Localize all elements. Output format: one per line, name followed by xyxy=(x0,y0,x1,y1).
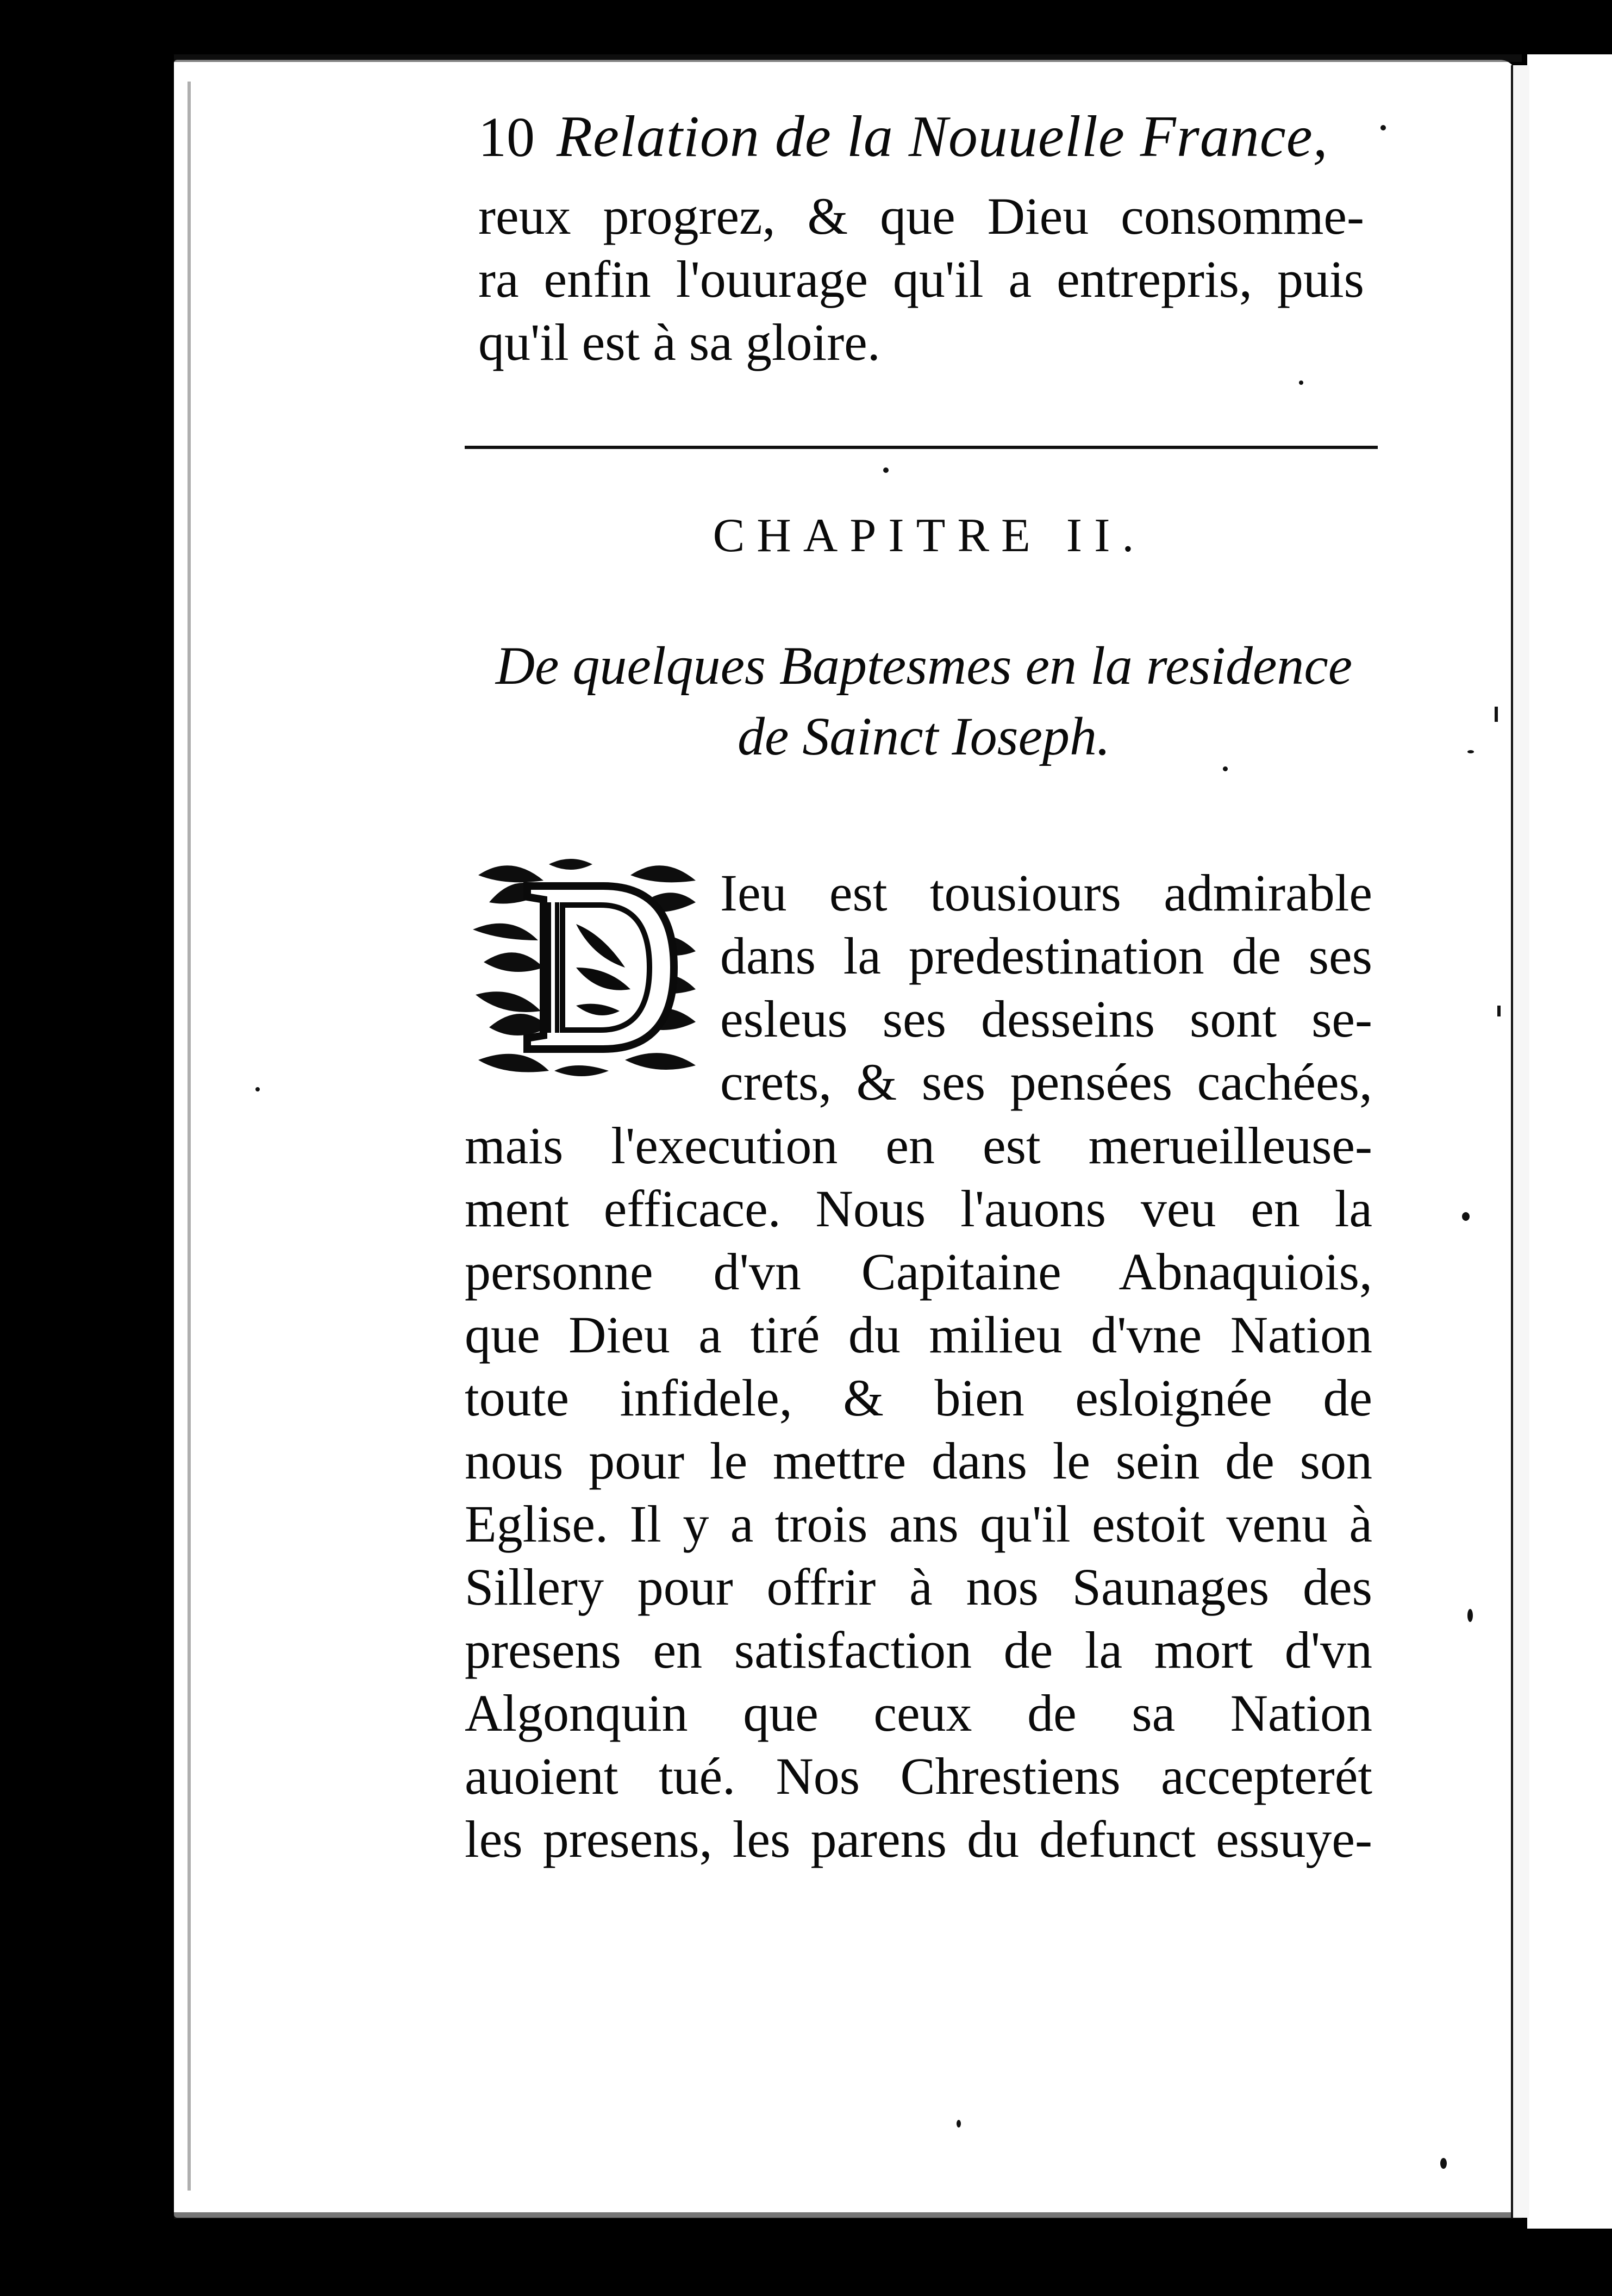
chapter-heading: CHAPITRE II. xyxy=(713,509,1146,562)
text-line: mais l'execution en est merueilleuse- xyxy=(465,1116,1372,1175)
text-line: Sillery pour offrir à nos Saunages des xyxy=(465,1558,1372,1616)
facing-page-edge xyxy=(1527,54,1612,2229)
text-line: Algonquin que ceux de sa Nation xyxy=(465,1684,1372,1742)
scan-speck xyxy=(1467,1609,1473,1622)
running-head xyxy=(478,103,1380,185)
running-title: Relation de la Nouuelle France, xyxy=(557,104,1328,169)
text-line: presens en satisfaction de la mort d'vn xyxy=(465,1621,1372,1679)
text-line: toute infidele, & bien esloignée de xyxy=(465,1369,1372,1427)
text-line: auoient tué. Nos Chrestiens accepterét xyxy=(465,1747,1372,1805)
page-left-edge-shadow xyxy=(188,82,191,2191)
text-line: les presens, les parens du defunct essuye- xyxy=(465,1810,1372,1868)
scan-speck xyxy=(1467,750,1474,753)
page-right-edge xyxy=(1511,65,1529,2218)
scan-speck xyxy=(957,2120,961,2127)
text-line: Ieu est tousiours admirable xyxy=(720,864,1372,922)
text-line: esleus ses desseins sont se- xyxy=(720,990,1372,1048)
previous-chapter-ending xyxy=(478,185,1364,374)
scan-speck xyxy=(1223,766,1228,771)
subtitle-line: De quelques Baptesmes en la residence xyxy=(495,635,1353,696)
text-line: reux progrez, & que Dieu consommе- xyxy=(478,187,1364,245)
page-number: 10 xyxy=(478,106,535,169)
text-line: crets, & ses pensées cachées, xyxy=(720,1053,1372,1111)
subtitle-line: de Sainct Ioseph. xyxy=(738,706,1110,766)
decorated-initial xyxy=(467,853,707,1082)
text-line: ra enfin l'ouurage qu'il a entrepris, puis xyxy=(478,250,1364,308)
section-rule xyxy=(465,446,1378,449)
text-line: ment efficace. Nous l'auons veu en la xyxy=(465,1180,1372,1238)
foliage-ornament-icon xyxy=(467,853,707,1082)
text-line: personne d'vn Capitaine Abnaquiois, xyxy=(465,1243,1372,1301)
opening-lines xyxy=(720,862,1372,1114)
text-line: dans la predestination de ses xyxy=(720,927,1372,985)
scan-speck xyxy=(1380,125,1386,130)
scan-speck xyxy=(255,1087,260,1091)
scan-speck xyxy=(1440,2158,1447,2169)
margin-mark xyxy=(1497,1006,1501,1016)
scan-speck xyxy=(1462,1212,1470,1221)
margin-mark xyxy=(1495,707,1498,722)
text-line: nous pour le mettre dans le sein de son xyxy=(465,1432,1372,1490)
text-line: que Dieu a tiré du milieu d'vne Nation xyxy=(465,1306,1372,1364)
text-line: qu'il est à sa gloire. xyxy=(478,313,880,371)
body-text xyxy=(465,1114,1372,1871)
scan-speck xyxy=(1299,380,1303,385)
page-top-edge xyxy=(174,54,1522,62)
text-line: Eglise. Il y a trois ans qu'il estoit venu à xyxy=(465,1495,1372,1553)
chapter-subtitle xyxy=(478,631,1370,772)
page-bottom-edge xyxy=(174,2212,1522,2219)
scan-speck xyxy=(883,467,889,473)
